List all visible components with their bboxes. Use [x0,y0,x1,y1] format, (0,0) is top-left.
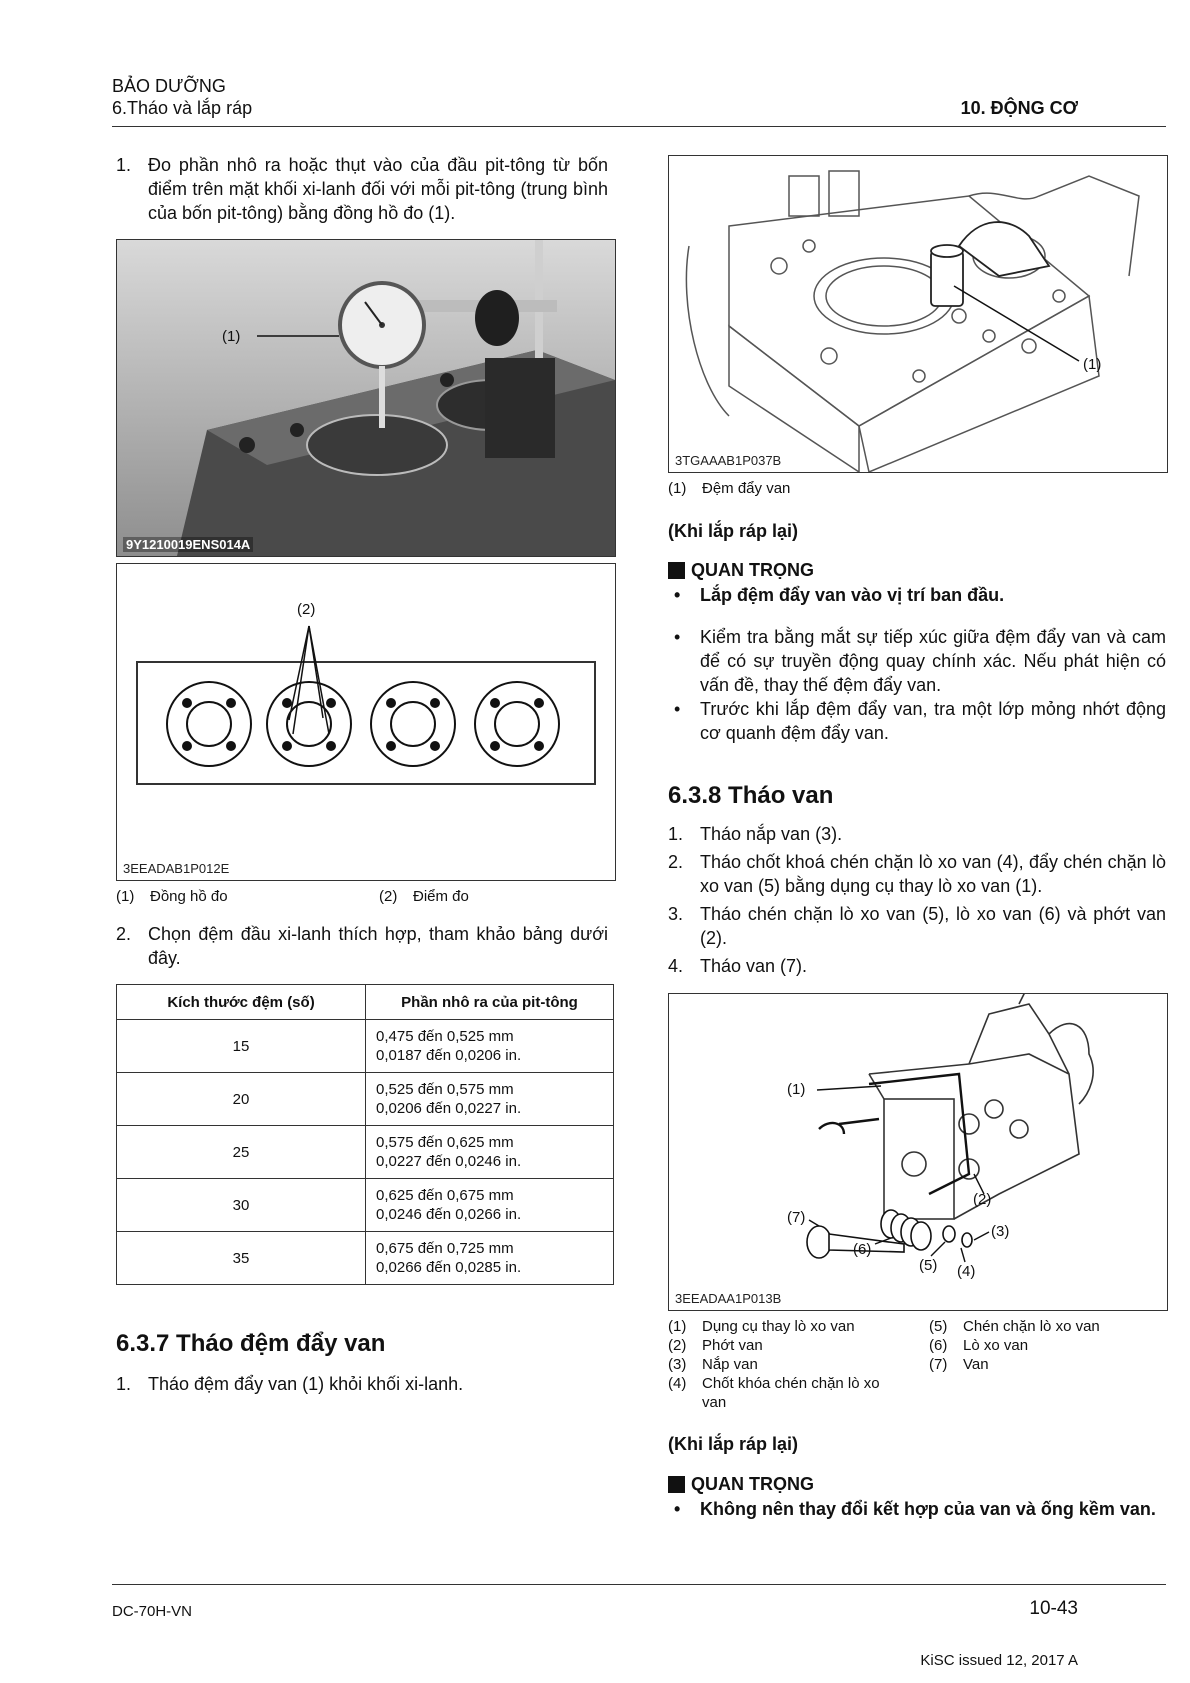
caption-item: (5) Chén chặn lò xo van [929,1318,1100,1335]
caption-item: (2) Điểm đo [379,888,469,905]
valve-tappet-diagram [669,156,1167,472]
left-step-2-text: Chọn đệm đầu xi-lanh thích hợp, tham khảo bảng dưới đây. [148,924,608,968]
table-header-size: Kích thước đệm (số) [117,985,366,1020]
fig4-captions-left [668,1317,911,1412]
fig4-captions-right [923,1317,1166,1412]
fig4-callout-4: (4) [957,1263,976,1280]
important-square-icon [668,1476,685,1493]
fig1-callout: (1) [222,328,241,345]
fig3-code: 3TGAAAB1P037B [675,453,782,468]
fig12-captions [116,887,614,906]
header-chapter: 10. ĐỘNG CƠ [960,98,1078,118]
fig1-code: 9Y1210019ENS014A [123,537,253,552]
fig4-captions [668,1317,1166,1412]
table-row: 15 0,475 đến 0,525 mm 0,0187 đến 0,0206 in. [117,1020,614,1073]
fig3-callout: (1) [1083,356,1102,373]
fig3-caption [668,479,1166,498]
figure-dial-gauge [116,239,616,557]
section-638-title: 6.3.8 Tháo van [668,782,834,809]
reassembly-heading-1: (Khi lắp ráp lại) [668,521,799,541]
left-step-2: 2. Chọn đệm đầu xi-lanh thích hợp, tham khảo bảng dưới đây. [116,924,608,968]
header-subsection: 6.Tháo và lắp ráp [112,98,253,118]
table-row: 25 0,575 đến 0,625 mm 0,0227 đến 0,0246 in. [117,1126,614,1179]
fig4-callout-5: (5) [919,1257,938,1274]
gasket-table [116,984,614,1285]
section-637-step-1: 1. Tháo đệm đẩy van (1) khỏi khối xi-lanh. [116,1374,464,1394]
notes-list [668,625,1166,745]
figure-valve-removal [668,993,1168,1311]
section-638-steps [668,822,1166,978]
table-row: 30 0,625 đến 0,675 mm 0,0246 đến 0,0266 in. [117,1179,614,1232]
important-label-1: QUAN TRỌNG [668,560,814,581]
figure-valve-tappet [668,155,1168,473]
figure-measurement-points [116,563,616,881]
important-bullet-1: • Lắp đệm đẩy van vào vị trí ban đầu. [674,585,1005,605]
measurement-points-diagram [117,564,615,880]
caption-item: (7) Van [929,1356,989,1373]
table-row: 35 0,675 đến 0,725 mm 0,0266 đến 0,0285 in. [117,1232,614,1285]
list-item: 1. Tháo nắp van (3). [668,824,843,844]
fig4-callout-6: (6) [853,1241,872,1258]
table-header-row [117,985,614,1020]
caption-item: (1) Dụng cụ thay lò xo van [668,1318,855,1335]
section-637-title: 6.3.7 Tháo đệm đẩy van [116,1330,386,1357]
important-square-icon [668,562,685,579]
table-row: 20 0,525 đến 0,575 mm 0,0206 đến 0,0227 in. [117,1073,614,1126]
caption-item: (6) Lò xo van [929,1337,1029,1354]
valve-removal-diagram [669,994,1167,1310]
fig4-callout-2: (2) [973,1191,992,1208]
reassembly-heading-2: (Khi lắp ráp lại) [668,1434,799,1454]
important-label-2: QUAN TRỌNG [668,1474,814,1495]
list-item: 4. Tháo van (7). [668,956,808,976]
left-step-1: 1. Đo phần nhô ra hoặc thụt vào của đầu pit-tông từ bốn điểm trên mặt khối xi-lanh đối với mỗi pit-tông (trung bình của bốn pit-tông) bằng đồng hồ đo (1). [116,155,608,223]
footer-page-number: 10-43 [1029,1598,1078,1619]
list-item: 2. Tháo chốt khoá chén chặn lò xo van (4), đẩy chén chặn lò xo van (5) bằng dụng cụ thay lò xo van (1). [668,852,1166,896]
table-header-protrusion: Phần nhô ra của pit-tông [366,985,614,1020]
fig4-callout-3: (3) [991,1223,1010,1240]
dial-gauge-illustration [117,240,615,556]
left-step-1-text: Đo phần nhô ra hoặc thụt vào của đầu pit-tông từ bốn điểm trên mặt khối xi-lanh đối với mỗi pit-tông (trung bình của bốn pit-tông) bằng đồng hồ đo (1). [148,155,608,223]
footer-rule [112,1584,1166,1585]
fig4-code: 3EEADAA1P013B [675,1291,782,1306]
list-item: • Trước khi lắp đệm đẩy van, tra một lớp mỏng nhớt động cơ quanh đệm đẩy van. [674,699,1166,743]
fig4-callout-7: (7) [787,1209,806,1226]
list-item: 3. Tháo chén chặn lò xo van (5), lò xo van (6) và phớt van (2). [668,904,1166,948]
caption-item: (2) Phớt van [668,1337,763,1354]
bullet-icon: • [674,585,681,605]
list-item: • Kiểm tra bằng mắt sự tiếp xúc giữa đệm đẩy van và cam để có sự truyền động quay chính xác. Nếu phát hiện có vấn đề, thay thế đệm đẩy van. [674,627,1166,695]
important-bullet-2: • Không nên thay đổi kết hợp của van và ống kềm van. [674,1499,1156,1519]
bullet-icon: • [674,699,681,719]
fig4-callout-1: (1) [787,1081,806,1098]
caption-item: (1) Đệm đẩy van [668,480,791,497]
caption-item: (3) Nắp van [668,1356,758,1373]
header-section: BẢO DƯỠNG [112,76,226,96]
footer-issued: KiSC issued 12, 2017 A [920,1652,1078,1669]
caption-item: (4) Chốt khóa chén chặn lò xo van [668,1375,880,1411]
bullet-icon: • [674,1499,681,1519]
fig2-code: 3EEADAB1P012E [123,861,230,876]
bullet-icon: • [674,627,681,647]
caption-item: (1) Đồng hồ đo [116,888,228,905]
header-rule [112,126,1166,127]
fig2-callout: (2) [297,601,316,618]
footer-doc-code: DC-70H-VN [112,1603,193,1620]
